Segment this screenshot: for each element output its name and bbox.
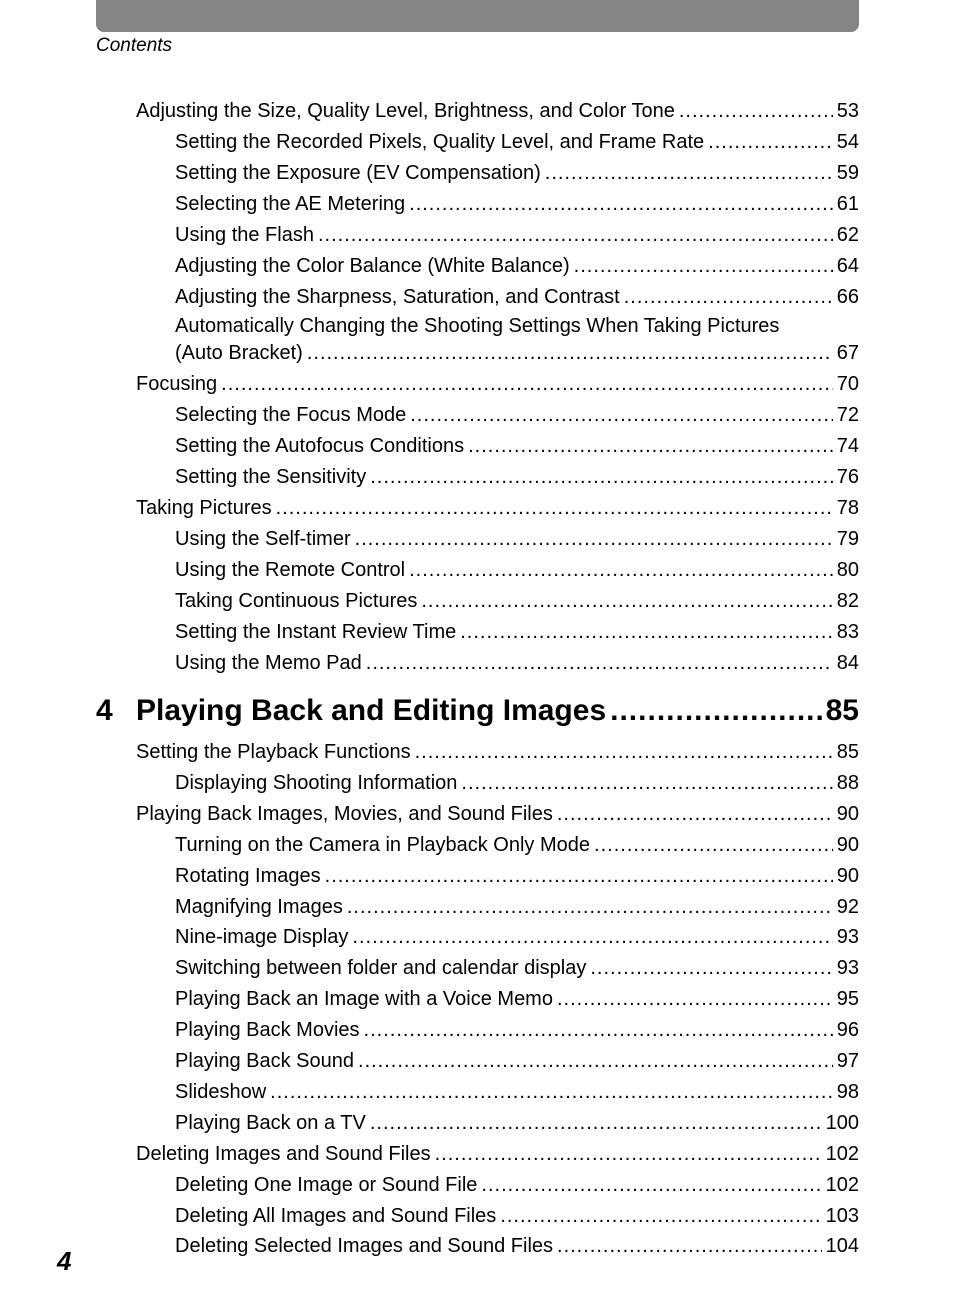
dot-leader xyxy=(421,589,832,613)
toc-entry-page: 70 xyxy=(836,373,859,395)
toc-entry-title: Taking Pictures xyxy=(136,497,272,519)
dot-leader xyxy=(347,895,833,919)
toc-entry[interactable] xyxy=(175,1204,859,1228)
dot-leader xyxy=(461,771,832,795)
dot-leader xyxy=(307,340,833,367)
toc-entry-title: Adjusting the Sharpness, Saturation, and Contrast xyxy=(175,286,620,308)
toc-entry[interactable] xyxy=(175,285,859,309)
toc-entry[interactable] xyxy=(175,1111,859,1135)
toc-entry-page: 90 xyxy=(836,833,859,856)
dot-leader xyxy=(318,223,833,247)
toc-entry[interactable] xyxy=(175,254,859,278)
dot-leader xyxy=(590,956,832,980)
dot-leader xyxy=(276,496,833,520)
toc-entry-page: 92 xyxy=(836,895,859,918)
toc-entry-page: 102 xyxy=(825,1173,859,1196)
toc-entry-page: 74 xyxy=(836,435,859,457)
toc-entry-page: 93 xyxy=(836,926,859,949)
toc-entry-title-line2: (Auto Bracket) xyxy=(175,342,303,364)
toc-entry-title: Nine-image Display xyxy=(175,926,349,949)
toc-entry-title: Taking Continuous Pictures xyxy=(175,590,418,612)
toc-entry-page: 59 xyxy=(836,162,859,184)
toc-entry-title: Using the Memo Pad xyxy=(175,652,362,674)
toc-entry-title: Using the Remote Control xyxy=(175,559,406,581)
dot-leader xyxy=(370,1111,822,1135)
running-title: Contents xyxy=(96,35,173,56)
dot-leader xyxy=(415,740,833,764)
toc-entry-page: 100 xyxy=(825,1111,859,1134)
toc-entry-page: 54 xyxy=(836,131,859,153)
dot-leader xyxy=(410,403,833,427)
toc-entry-page: 104 xyxy=(825,1235,859,1258)
dot-leader xyxy=(557,987,833,1011)
header-bar xyxy=(96,0,859,32)
dot-leader xyxy=(610,694,821,728)
toc-entry-page: 90 xyxy=(836,802,859,825)
toc-entry[interactable] xyxy=(136,99,859,123)
toc-entry-page: 76 xyxy=(836,466,859,488)
toc-entry-title: Adjusting the Size, Quality Level, Brightness, and Color Tone xyxy=(136,100,675,122)
toc-entry-page: 67 xyxy=(836,342,859,364)
dot-leader xyxy=(594,833,833,857)
toc-entry-title: Selecting the Focus Mode xyxy=(175,404,407,426)
toc-entry[interactable] xyxy=(175,434,859,458)
dot-leader xyxy=(352,925,832,949)
toc-entry-title: Adjusting the Color Balance (White Balance) xyxy=(175,255,570,277)
toc-entry-title: Displaying Shooting Information xyxy=(175,771,458,794)
toc-entry-page: 61 xyxy=(836,193,859,215)
toc-entry-page: 103 xyxy=(825,1204,859,1227)
dot-leader xyxy=(468,434,833,458)
toc-entry-title: Playing Back Sound xyxy=(175,1050,355,1072)
dot-leader xyxy=(557,1234,822,1258)
toc-entry-title: Setting the Autofocus Conditions xyxy=(175,435,465,457)
toc-entry[interactable] xyxy=(175,956,859,980)
toc-entry-title: Deleting One Image or Sound File xyxy=(175,1173,478,1196)
dot-leader xyxy=(557,802,833,826)
toc-entry-page: 79 xyxy=(836,528,859,550)
toc-entry-title: Switching between folder and calendar display xyxy=(175,957,587,980)
chapter-page: 85 xyxy=(825,694,859,727)
toc-entry-auto-bracket[interactable] xyxy=(175,313,859,367)
dot-leader xyxy=(435,1142,822,1166)
toc-entry-title: Deleting All Images and Sound Files xyxy=(175,1204,497,1227)
dot-leader xyxy=(460,620,833,644)
toc-entry-page: 64 xyxy=(836,255,859,277)
dot-leader xyxy=(574,254,833,278)
dot-leader xyxy=(624,285,833,309)
dot-leader xyxy=(358,1049,833,1073)
toc-entry-page: 72 xyxy=(836,404,859,426)
toc-entry[interactable] xyxy=(136,1142,859,1166)
toc-entry[interactable] xyxy=(175,925,859,949)
dot-leader xyxy=(409,558,833,582)
toc-entry-title: Playing Back an Image with a Voice Memo xyxy=(175,988,553,1011)
dot-leader xyxy=(270,1080,833,1104)
toc-entry[interactable] xyxy=(175,161,859,185)
toc-entry-title: Playing Back Images, Movies, and Sound Files xyxy=(136,802,553,825)
toc-entry[interactable] xyxy=(175,1234,859,1258)
toc-entry[interactable] xyxy=(175,651,859,675)
toc-entry[interactable] xyxy=(175,527,859,551)
toc-entry-page: 66 xyxy=(836,286,859,308)
dot-leader xyxy=(708,130,833,154)
toc-entry[interactable] xyxy=(175,1049,859,1073)
toc-entry-page: 88 xyxy=(836,771,859,794)
toc-entry-title: Using the Flash xyxy=(175,224,314,246)
toc-entry-title: Setting the Instant Review Time xyxy=(175,621,457,643)
toc-entry-title: Selecting the AE Metering xyxy=(175,193,406,215)
dot-leader xyxy=(370,465,833,489)
toc-entry[interactable] xyxy=(136,740,859,764)
toc-entry-title: Setting the Sensitivity xyxy=(175,466,367,488)
dot-leader xyxy=(500,1204,821,1228)
toc-entry-page: 90 xyxy=(836,864,859,887)
dot-leader xyxy=(366,651,833,675)
chapter-title: Playing Back and Editing Images xyxy=(136,694,607,727)
toc-entry[interactable] xyxy=(175,833,859,857)
toc-entry-title: Playing Back on a TV xyxy=(175,1111,366,1134)
toc-entry[interactable] xyxy=(175,130,859,154)
toc-entry-title: Magnifying Images xyxy=(175,895,343,918)
toc-entry[interactable] xyxy=(175,620,859,644)
toc-entry-title: Setting the Playback Functions xyxy=(136,741,411,763)
toc-entry-title: Focusing xyxy=(136,373,218,395)
dot-leader xyxy=(364,1018,833,1042)
toc-entry-page: 95 xyxy=(836,988,859,1011)
toc-entry[interactable] xyxy=(175,1080,859,1104)
dot-leader xyxy=(325,864,833,888)
toc-entry[interactable] xyxy=(175,895,859,919)
toc-entry-title: Slideshow xyxy=(175,1080,267,1103)
toc-entry[interactable] xyxy=(175,589,859,613)
toc-entry[interactable] xyxy=(175,864,859,888)
toc-entry[interactable] xyxy=(136,372,859,396)
toc-entry[interactable] xyxy=(136,802,859,826)
toc-entry[interactable] xyxy=(175,1173,859,1197)
dot-leader xyxy=(545,161,833,185)
toc-entry-page: 78 xyxy=(836,497,859,519)
toc-entry[interactable] xyxy=(175,987,859,1011)
chapter-number: 4 xyxy=(96,694,113,727)
toc-entry-title: Setting the Exposure (EV Compensation) xyxy=(175,162,541,184)
toc-entry-title: Deleting Images and Sound Files xyxy=(136,1142,431,1165)
toc-entry-title: Turning on the Camera in Playback Only Mode xyxy=(175,833,591,856)
toc-entry-title: Using the Self-timer xyxy=(175,528,351,550)
toc-entry[interactable] xyxy=(136,496,859,520)
toc-entry-page: 93 xyxy=(836,957,859,980)
toc-entry-page: 97 xyxy=(836,1050,859,1072)
toc-entry-page: 85 xyxy=(836,741,859,763)
toc-entry-page: 80 xyxy=(836,559,859,581)
toc-entry[interactable] xyxy=(175,192,859,216)
toc-entry-title-line1: Automatically Changing the Shooting Settings When Taking Pictures xyxy=(175,315,780,337)
toc-entry-title: Playing Back Movies xyxy=(175,1019,360,1042)
dot-leader xyxy=(355,527,833,551)
toc-entry-page: 98 xyxy=(836,1080,859,1103)
toc-entry-page: 83 xyxy=(836,621,859,643)
toc-entry[interactable] xyxy=(175,465,859,489)
toc-entry-page: 102 xyxy=(825,1142,859,1165)
dot-leader xyxy=(679,99,833,123)
toc-entry[interactable] xyxy=(175,1018,859,1042)
toc-entry-page: 82 xyxy=(836,590,859,612)
toc-entry[interactable] xyxy=(175,403,859,427)
dot-leader xyxy=(481,1173,821,1197)
chapter-heading[interactable] xyxy=(96,694,859,728)
toc-entry-page: 62 xyxy=(836,224,859,246)
toc-entry-title: Setting the Recorded Pixels, Quality Level, and Frame Rate xyxy=(175,131,705,153)
toc-entry[interactable] xyxy=(175,771,859,795)
dot-leader xyxy=(221,372,833,396)
toc-entry-title: Deleting Selected Images and Sound Files xyxy=(175,1235,554,1258)
toc-entry[interactable] xyxy=(175,223,859,247)
toc-entry-page: 53 xyxy=(836,100,859,122)
dot-leader xyxy=(409,192,833,216)
toc-entry-page: 84 xyxy=(836,652,859,674)
page-number: 4 xyxy=(57,1246,72,1276)
toc-entry-title: Rotating Images xyxy=(175,864,321,887)
toc-entry-page: 96 xyxy=(836,1019,859,1042)
toc-entry[interactable] xyxy=(175,558,859,582)
